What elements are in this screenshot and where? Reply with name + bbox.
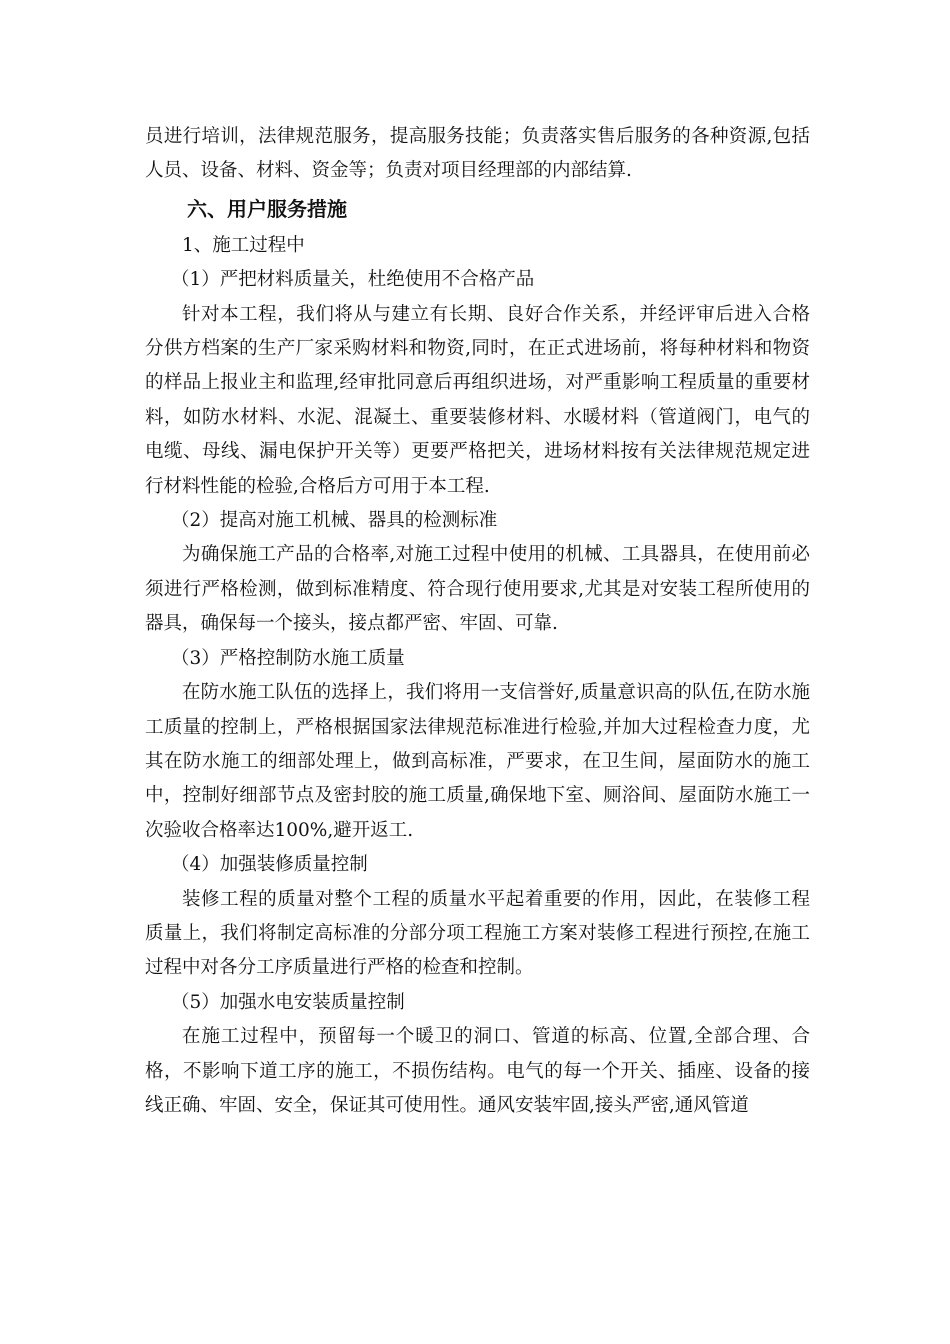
paragraph-3: 在防水施工队伍的选择上，我们将用一支信誉好,质量意识高的队伍,在防水施工质量的控制上，严格根据国家法律规范标准进行检验,并加大过程检查力度，尤其在防水施工的细部处理上，做到高标准，严要求，在卫生间，屋面防水的施工中，控制好细部节点及密封胶的施工质量,确保地下室、厕浴间、屋面防水施工一次验收合格率达100%,避开返工. <box>145 682 810 841</box>
paragraph-5: 在施工过程中，预留每一个暖卫的洞口、管道的标高、位置,全部合理、合格，不影响下道工序的施工，不损伤结构。电气的每一个开关、插座、设备的接线正确、牢固、安全，保证其可使用性。通风安装牢固,接头严密,通风管道 <box>145 1026 810 1116</box>
document-page <box>145 120 810 1123</box>
paragraph-4: 装修工程的质量对整个工程的质量水平起着重要的作用，因此，在装修工程质量上，我们将制定高标准的分部分项工程施工方案对装修工程进行预控,在施工过程中对各分工序质量进行严格的检查和控制。 <box>145 888 810 979</box>
subsection-title: 1、施工过程中 <box>182 234 305 256</box>
item-title-4: （4）加强装修质量控制 <box>171 854 368 876</box>
item-title-1: （1）严把材料质量关，杜绝使用不合格产品 <box>171 269 535 291</box>
paragraph-continuation: 员进行培训，法律规范服务，提高服务技能；负责落实售后服务的各种资源,包括人员、设备、材料、资金等；负责对项目经理部的内部结算. <box>145 126 810 182</box>
paragraph-2: 为确保施工产品的合格率,对施工过程中使用的机械、工具器具，在使用前必须进行严格检测，做到标准精度、符合现行使用要求,尤其是对安装工程所使用的器具，确保每一个接头，接点都严密、牢固、可靠. <box>145 544 810 635</box>
section-heading: 六、用户服务措施 <box>187 196 347 221</box>
item-title-2: （2）提高对施工机械、器具的检测标准 <box>171 510 498 532</box>
item-title-5: （5）加强水电安装质量控制 <box>171 991 405 1013</box>
item-title-3: （3）严格控制防水施工质量 <box>171 647 405 669</box>
paragraph-1: 针对本工程，我们将从与建立有长期、良好合作关系，并经评审后进入合格分供方档案的生产厂家采购材料和物资,同时，在正式进场前，将每种材料和物资的样品上报业主和监理,经审批同意后再组织进场，对严重影响工程质量的重要材料，如防水材料、水泥、混凝土、重要装修材料、水暖材料（管道阀门，电气的电缆、母线、漏电保护开关等）更要严格把关，进场材料按有关法律规范规定进行材料性能的检验,合格后方可用于本工程. <box>145 303 810 497</box>
